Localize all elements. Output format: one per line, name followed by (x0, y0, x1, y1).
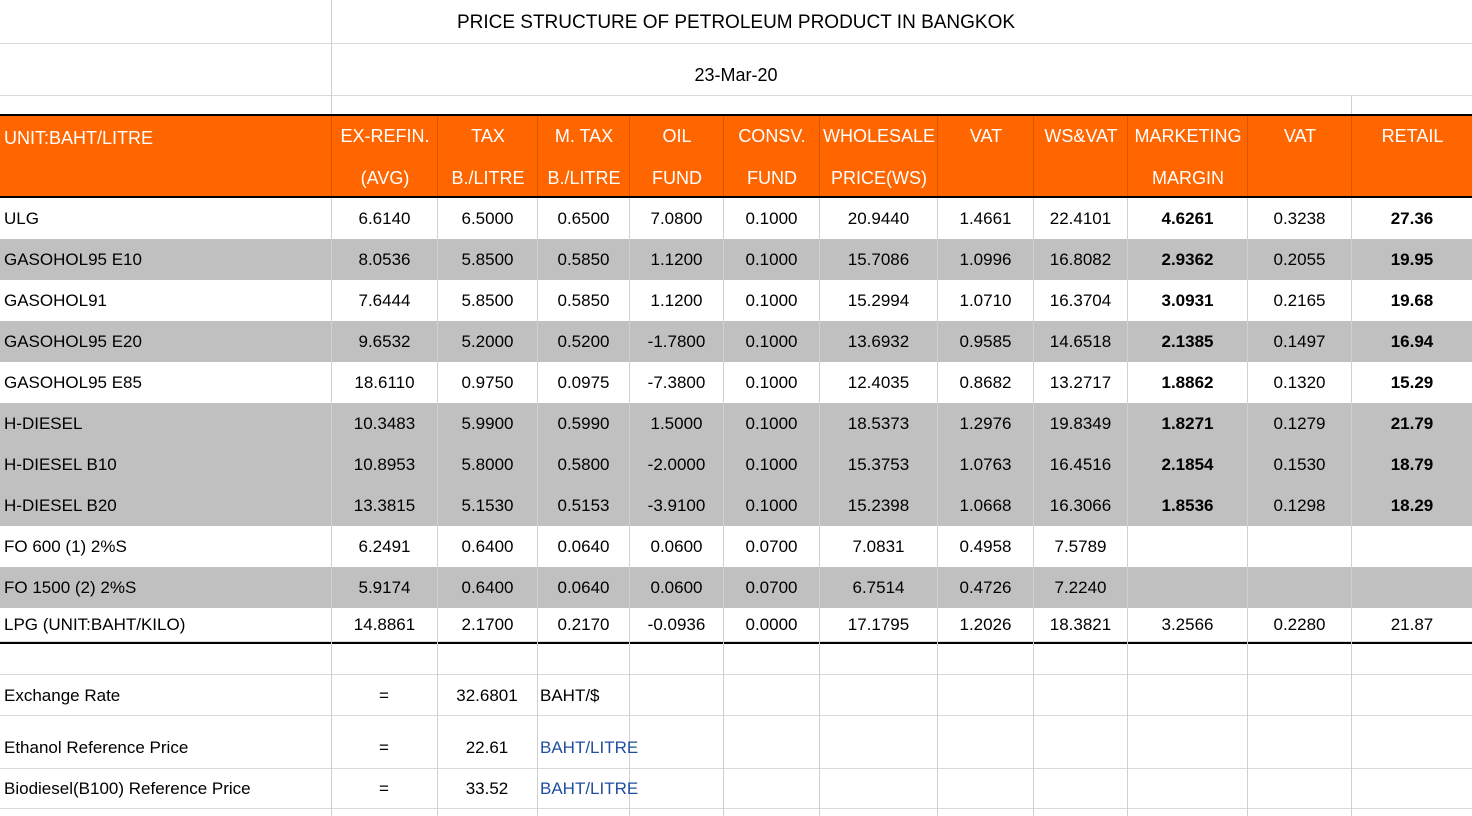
product-name: GASOHOL95 E85 (4, 373, 142, 392)
table-row (0, 403, 1472, 444)
table-cell: 19.68 (1351, 280, 1472, 321)
table-cell: 18.6110 (331, 362, 437, 403)
column-header (1247, 116, 1352, 196)
table-cell: 0.9585 (937, 321, 1033, 362)
table-cell: 14.6518 (1033, 321, 1127, 362)
table-cell (1127, 526, 1247, 567)
table-cell: 15.7086 (819, 239, 937, 280)
table-row (0, 321, 1472, 362)
table-row (0, 444, 1472, 485)
table-cell: 7.0800 (629, 198, 723, 239)
grid-line (819, 642, 820, 816)
table-cell: -3.9100 (629, 485, 723, 526)
table-cell: 4.6261 (1127, 198, 1247, 239)
table-cell: 1.0668 (937, 485, 1033, 526)
grid-line (1247, 642, 1248, 816)
table-cell: 0.1530 (1247, 444, 1351, 485)
table-cell: 1.8271 (1127, 403, 1247, 444)
table-cell: 16.4516 (1033, 444, 1127, 485)
table-cell: 7.5789 (1033, 526, 1127, 567)
table-cell: 0.1000 (723, 239, 819, 280)
table-cell: 19.8349 (1033, 403, 1127, 444)
product-name: H-DIESEL (4, 414, 83, 433)
table-row (0, 198, 1472, 239)
equals-sign: = (379, 738, 389, 757)
table-cell: 14.8861 (331, 608, 437, 642)
table-cell: 10.3483 (331, 403, 437, 444)
table-cell: 5.8000 (437, 444, 537, 485)
table-cell: 5.8500 (437, 239, 537, 280)
column-header (1033, 116, 1128, 196)
footer-unit: BAHT/LITRE (540, 738, 639, 757)
footer-unit: BAHT/LITRE (540, 779, 639, 798)
table-cell: 10.8953 (331, 444, 437, 485)
table-cell: 0.2280 (1247, 608, 1351, 642)
table-cell: 0.1000 (723, 444, 819, 485)
table-cell: 3.0931 (1127, 280, 1247, 321)
column-header (537, 116, 630, 196)
product-name: LPG (UNIT:BAHT/KILO) (4, 615, 186, 634)
table-cell: 1.0763 (937, 444, 1033, 485)
table-cell: 6.2491 (331, 526, 437, 567)
table-cell: 17.1795 (819, 608, 937, 642)
column-header-line2: FUND (652, 168, 702, 188)
column-header-line1: OIL (662, 126, 692, 146)
column-header-line1: WHOLESALE (822, 126, 936, 146)
table-cell: 15.29 (1351, 362, 1472, 403)
table-cell: 0.1000 (723, 280, 819, 321)
table-cell: 2.9362 (1127, 239, 1247, 280)
table-cell: 0.8682 (937, 362, 1033, 403)
table-cell: 27.36 (1351, 198, 1472, 239)
column-header-line1: M. TAX (554, 126, 614, 146)
footer-label: Ethanol Reference Price (4, 738, 189, 757)
table-cell: 0.5200 (537, 321, 629, 362)
product-name: FO 1500 (2) 2%S (4, 578, 137, 597)
table-cell: 0.6500 (537, 198, 629, 239)
table-cell: 1.0710 (937, 280, 1033, 321)
column-header-line1: CONSV. (738, 126, 806, 146)
table-cell: -2.0000 (629, 444, 723, 485)
table-cell: 0.5850 (537, 239, 629, 280)
grid-line (723, 642, 724, 816)
table-cell: 16.3704 (1033, 280, 1127, 321)
table-cell: 0.5153 (537, 485, 629, 526)
product-name: ULG (4, 209, 39, 228)
grid-line (1351, 642, 1352, 816)
table-cell: 5.8500 (437, 280, 537, 321)
table-cell: 13.6932 (819, 321, 937, 362)
table-cell: 18.3821 (1033, 608, 1127, 642)
table-cell: 16.94 (1351, 321, 1472, 362)
table-cell: 18.5373 (819, 403, 937, 444)
column-header (937, 116, 1034, 196)
column-header (629, 116, 724, 196)
table-cell: 5.1530 (437, 485, 537, 526)
column-header (1351, 116, 1472, 196)
unit-label: UNIT:BAHT/LITRE (4, 128, 154, 148)
table-cell (1247, 567, 1351, 608)
column-header-line1: MARKETING (1134, 126, 1242, 146)
table-cell: 1.8536 (1127, 485, 1247, 526)
column-header-line2: PRICE(WS) (831, 168, 927, 188)
table-cell: 6.6140 (331, 198, 437, 239)
column-header-line2: B./LITRE (451, 168, 525, 188)
grid-line (1127, 642, 1128, 816)
table-cell: 0.9750 (437, 362, 537, 403)
table-cell: 5.9900 (437, 403, 537, 444)
grid-line (0, 641, 1472, 642)
table-cell: 0.0700 (723, 567, 819, 608)
table-cell: 1.2976 (937, 403, 1033, 444)
column-header-line2: (AVG) (360, 168, 410, 188)
product-name: GASOHOL91 (4, 291, 107, 310)
table-cell: 8.0536 (331, 239, 437, 280)
table-cell: 18.79 (1351, 444, 1472, 485)
page-title: PRICE STRUCTURE OF PETROLEUM PRODUCT IN BANGKOK (456, 12, 1016, 33)
grid-line (537, 642, 538, 816)
footer-label: Biodiesel(B100) Reference Price (4, 779, 251, 798)
table-cell: 9.6532 (331, 321, 437, 362)
table-row (0, 280, 1472, 321)
table-cell: 2.1385 (1127, 321, 1247, 362)
table-cell: 0.6400 (437, 567, 537, 608)
table-row (0, 485, 1472, 526)
table-cell: 0.0640 (537, 526, 629, 567)
table-row (0, 608, 1472, 644)
table-cell: 6.7514 (819, 567, 937, 608)
table-row (0, 239, 1472, 280)
product-name: H-DIESEL B10 (4, 455, 117, 474)
table-cell: 16.3066 (1033, 485, 1127, 526)
table-cell: 0.1320 (1247, 362, 1351, 403)
table-cell: 0.4726 (937, 567, 1033, 608)
column-header (331, 116, 438, 196)
footer-label: Exchange Rate (4, 686, 121, 705)
table-cell: 1.8862 (1127, 362, 1247, 403)
column-header-line1: EX-REFIN. (340, 126, 430, 146)
column-header-line1: VAT (1283, 126, 1317, 146)
table-cell: 0.1000 (723, 321, 819, 362)
column-header-line1: RETAIL (1381, 126, 1444, 146)
table-cell: 3.2566 (1127, 608, 1247, 642)
table-cell: 0.1000 (723, 198, 819, 239)
grid-line (0, 43, 1472, 44)
table-cell: 7.0831 (819, 526, 937, 567)
table-cell: -7.3800 (629, 362, 723, 403)
column-header (1127, 116, 1248, 196)
table-cell: 0.1000 (723, 362, 819, 403)
table-cell: 15.2994 (819, 280, 937, 321)
table-cell: 19.95 (1351, 239, 1472, 280)
column-header-line2: FUND (747, 168, 797, 188)
column-header-line1: TAX (471, 126, 505, 146)
equals-sign: = (379, 779, 389, 798)
footer-value: 32.6801 (456, 686, 518, 705)
column-header (723, 116, 820, 196)
table-cell: 1.5000 (629, 403, 723, 444)
product-name: FO 600 (1) 2%S (4, 537, 127, 556)
table-cell: 0.1497 (1247, 321, 1351, 362)
equals-sign: = (379, 686, 389, 705)
table-cell: 0.1279 (1247, 403, 1351, 444)
table-cell: 15.2398 (819, 485, 937, 526)
column-header-line1: VAT (969, 126, 1003, 146)
table-cell: 0.0600 (629, 526, 723, 567)
table-cell: 0.2055 (1247, 239, 1351, 280)
column-header-line1: WS&VAT (1044, 126, 1118, 146)
table-cell: 20.9440 (819, 198, 937, 239)
grid-line (937, 642, 938, 816)
table-cell: 12.4035 (819, 362, 937, 403)
table-cell: 5.2000 (437, 321, 537, 362)
table-cell: 2.1854 (1127, 444, 1247, 485)
footer-unit: BAHT/$ (540, 686, 600, 705)
table-cell: 1.4661 (937, 198, 1033, 239)
table-cell: 1.0996 (937, 239, 1033, 280)
report-date: 23-Mar-20 (694, 65, 778, 85)
table-cell: 21.79 (1351, 403, 1472, 444)
footer-value: 22.61 (465, 738, 509, 757)
table-cell: 16.8082 (1033, 239, 1127, 280)
table-cell (1351, 526, 1472, 567)
table-cell: 0.0700 (723, 526, 819, 567)
table-row (0, 362, 1472, 403)
table-cell: 13.3815 (331, 485, 437, 526)
table-cell: 0.5850 (537, 280, 629, 321)
table-cell: 0.0975 (537, 362, 629, 403)
table-cell: 6.5000 (437, 198, 537, 239)
table-cell: 0.3238 (1247, 198, 1351, 239)
table-cell: 0.1298 (1247, 485, 1351, 526)
table-cell: 0.0640 (537, 567, 629, 608)
table-cell: 2.1700 (437, 608, 537, 642)
product-name: GASOHOL95 E10 (4, 250, 142, 269)
table-cell: 1.1200 (629, 239, 723, 280)
column-header (437, 116, 538, 196)
table-cell: 15.3753 (819, 444, 937, 485)
table-cell: 0.6400 (437, 526, 537, 567)
grid-line (1351, 96, 1352, 114)
table-cell: 18.29 (1351, 485, 1472, 526)
product-name: GASOHOL95 E20 (4, 332, 142, 351)
footer-value: 33.52 (465, 779, 509, 798)
table-cell (1351, 567, 1472, 608)
table-cell: -0.0936 (629, 608, 723, 642)
table-cell: 13.2717 (1033, 362, 1127, 403)
table-cell: 0.1000 (723, 485, 819, 526)
table-cell (1127, 567, 1247, 608)
product-name: H-DIESEL B20 (4, 496, 117, 515)
table-cell: 0.0600 (629, 567, 723, 608)
grid-line (0, 95, 1472, 96)
table-cell: 7.6444 (331, 280, 437, 321)
table-cell: 0.5990 (537, 403, 629, 444)
table-cell: 0.2165 (1247, 280, 1351, 321)
column-header (819, 116, 938, 196)
table-cell (1247, 526, 1351, 567)
table-row (0, 567, 1472, 608)
table-cell: 0.5800 (537, 444, 629, 485)
table-cell: -1.7800 (629, 321, 723, 362)
table-cell: 1.1200 (629, 280, 723, 321)
table-cell: 22.4101 (1033, 198, 1127, 239)
column-header-line2: MARGIN (1152, 168, 1224, 188)
column-header-line2: B./LITRE (547, 168, 621, 188)
table-cell: 7.2240 (1033, 567, 1127, 608)
table-cell: 5.9174 (331, 567, 437, 608)
table-cell: 1.2026 (937, 608, 1033, 642)
table-row (0, 526, 1472, 567)
table-cell: 0.1000 (723, 403, 819, 444)
table-cell: 0.4958 (937, 526, 1033, 567)
table-cell: 0.0000 (723, 608, 819, 642)
table-header (0, 114, 1472, 198)
grid-line (1033, 642, 1034, 816)
table-cell: 21.87 (1351, 608, 1472, 642)
table-cell: 0.2170 (537, 608, 629, 642)
